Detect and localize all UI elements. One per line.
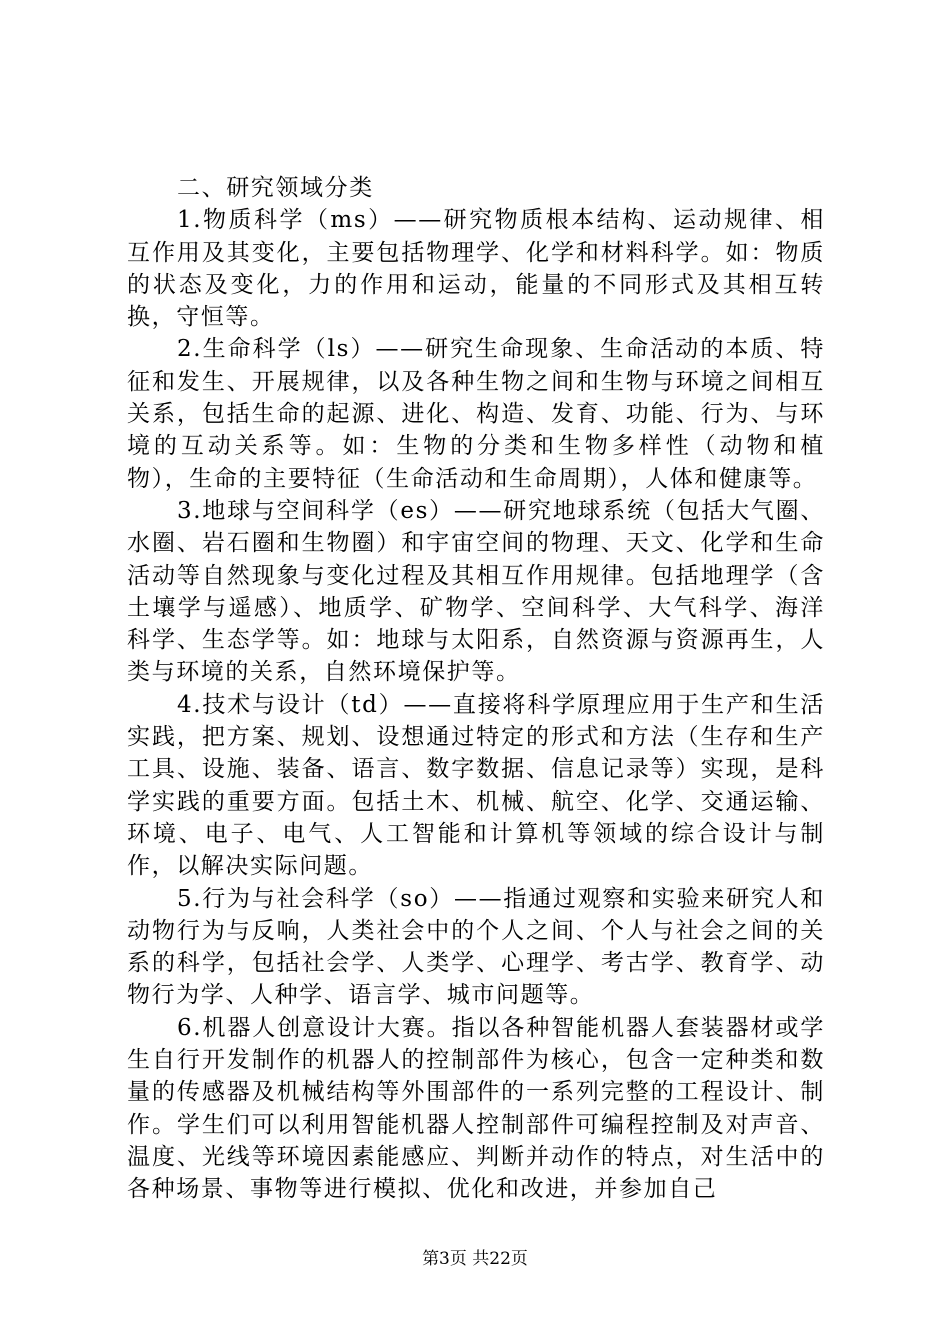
document-body — [127, 172, 825, 1206]
paragraph-earth-space-science: 3.地球与空间科学（es）——研究地球系统（包括大气圈、水圈、岩石圈和生物圈）和宇宙空间的物理、天文、化学和生命活动等自然现象与变化过程及其相互作用规律。包括地理学（含土壤学与遥感）、地质学、矿物学、空间科学、大气科学、海洋科学、生态学等。如：地球与太阳系，自然资源与资源再生，人类与环境的关系，自然环境保护等。 — [127, 497, 825, 686]
paragraph-behavioral-social-science: 5.行为与社会科学（so）——指通过观察和实验来研究人和动物行为与反响，人类社会中的个人之间、个人与社会之间的关系的科学，包括社会学、人类学、心理学、考古学、教育学、动物行为学、人种学、语言学、城市问题等。 — [127, 885, 825, 1009]
paragraph-robot-design-contest: 6.机器人创意设计大赛。指以各种智能机器人套装器材或学生自行开发制作的机器人的控制部件为核心，包含一定种类和数量的传感器及机械结构等外围部件的一系列完整的工程设计、制作。学生们可以利用智能机器人控制部件可编程控制及对声音、温度、光线等环境因素能感应、判断并动作的特点，对生活中的各种场景、事物等进行模拟、优化和改进，并参加自己 — [127, 1014, 825, 1203]
paragraph-physical-science: 1.物质科学（ms）——研究物质根本结构、运动规律、相互作用及其变化，主要包括物理学、化学和材料科学。如：物质的状态及变化，力的作用和运动，能量的不同形式及其相互转换，守恒等。 — [127, 207, 825, 331]
section-heading: 二、研究领域分类 — [177, 175, 374, 201]
paragraph-life-science: 2.生命科学（ls）——研究生命现象、生命活动的本质、特征和发生、开展规律，以及各种生物之间和生物与环境之间相互关系，包括生命的起源、进化、构造、发育、功能、行为、与环境的互动关系等。如：生物的分类和生物多样性（动物和植物），生命的主要特征（生命活动和生命周期），人体和健康等。 — [127, 336, 825, 492]
paragraph-technology-design: 4.技术与设计（td）——直接将科学原理应用于生产和生活实践，把方案、规划、设想通过特定的形式和方法（生存和生产工具、设施、装备、语言、数字数据、信息记录等）实现，是科学实践的重要方面。包括土木、机械、航空、化学、交通运输、环境、电子、电气、人工智能和计算机等领域的综合设计与制作，以解决实际问题。 — [127, 691, 825, 880]
page-footer: 第3页 共22页 — [422, 1249, 528, 1269]
